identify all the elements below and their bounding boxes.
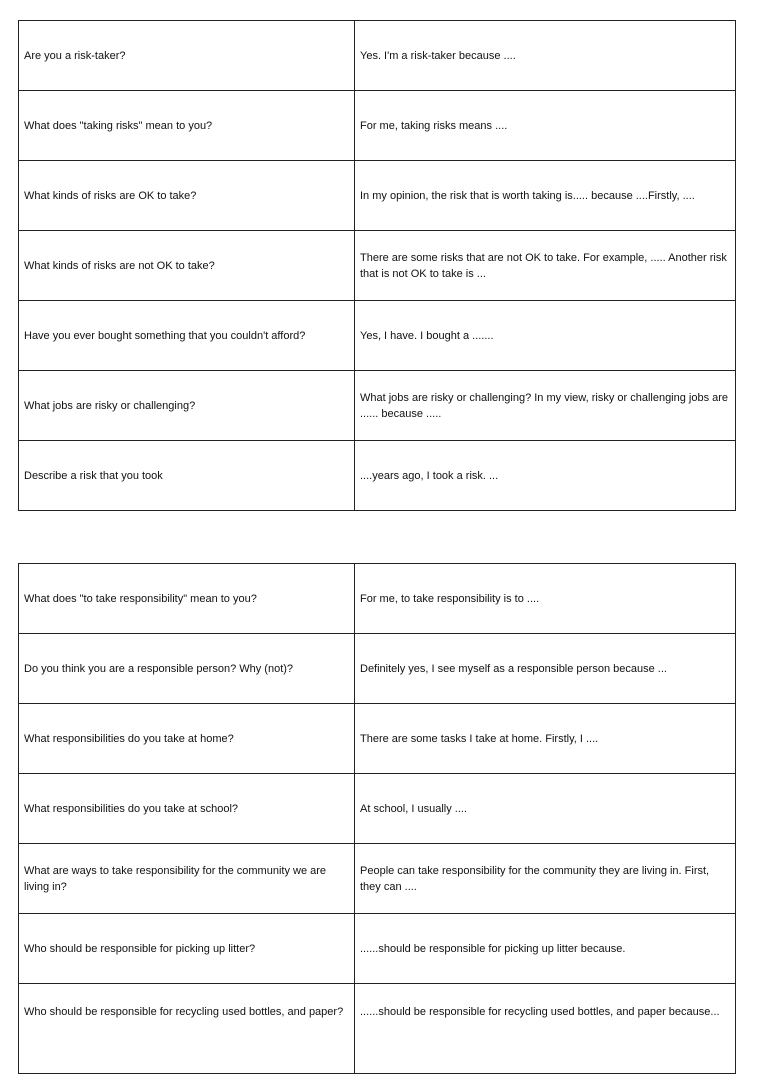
answer-cell: Yes. I'm a risk-taker because ....: [355, 21, 736, 91]
question-cell: What responsibilities do you take at school?: [19, 774, 355, 844]
question-cell: What jobs are risky or challenging?: [19, 371, 355, 441]
risks-question-table: [18, 20, 736, 511]
answer-cell: ....years ago, I took a risk. ...: [355, 441, 736, 511]
responsibility-question-table: [18, 563, 736, 1074]
answer-cell: For me, to take responsibility is to ....: [355, 564, 736, 634]
table-row: [19, 301, 736, 371]
answer-cell: For me, taking risks means ....: [355, 91, 736, 161]
question-cell: Who should be responsible for recycling used bottles, and paper?: [19, 984, 355, 1074]
question-cell: What kinds of risks are not OK to take?: [19, 231, 355, 301]
table-row: [19, 441, 736, 511]
question-cell: What does "taking risks" mean to you?: [19, 91, 355, 161]
answer-cell: Definitely yes, I see myself as a responsible person because ...: [355, 634, 736, 704]
answer-cell: People can take responsibility for the community they are living in. First, they can ....: [355, 844, 736, 914]
answer-cell: In my opinion, the risk that is worth taking is..... because ....Firstly, ....: [355, 161, 736, 231]
answer-cell: There are some risks that are not OK to take. For example, ..... Another risk that is not OK to take is ...: [355, 231, 736, 301]
table-row: [19, 844, 736, 914]
table-row: [19, 161, 736, 231]
table-row: [19, 914, 736, 984]
answer-cell: There are some tasks I take at home. Firstly, I ....: [355, 704, 736, 774]
table-row: [19, 774, 736, 844]
answer-cell: ......should be responsible for recycling used bottles, and paper because...: [355, 984, 736, 1074]
table-row: [19, 91, 736, 161]
table-row: [19, 704, 736, 774]
question-cell: What are ways to take responsibility for the community we are living in?: [19, 844, 355, 914]
question-cell: Have you ever bought something that you couldn't afford?: [19, 301, 355, 371]
table-row: [19, 21, 736, 91]
answer-cell: Yes, I have. I bought a .......: [355, 301, 736, 371]
question-cell: Are you a risk-taker?: [19, 21, 355, 91]
table-row: [19, 984, 736, 1074]
question-cell: Who should be responsible for picking up litter?: [19, 914, 355, 984]
table-row: [19, 231, 736, 301]
answer-cell: ......should be responsible for picking up litter because.: [355, 914, 736, 984]
question-cell: What responsibilities do you take at home?: [19, 704, 355, 774]
table-row: [19, 371, 736, 441]
table-row: [19, 634, 736, 704]
answer-cell: At school, I usually ....: [355, 774, 736, 844]
question-cell: Describe a risk that you took: [19, 441, 355, 511]
table-row: [19, 564, 736, 634]
question-cell: What kinds of risks are OK to take?: [19, 161, 355, 231]
answer-cell: What jobs are risky or challenging? In my view, risky or challenging jobs are ...... because .....: [355, 371, 736, 441]
question-cell: Do you think you are a responsible person? Why (not)?: [19, 634, 355, 704]
question-cell: What does "to take responsibility" mean to you?: [19, 564, 355, 634]
